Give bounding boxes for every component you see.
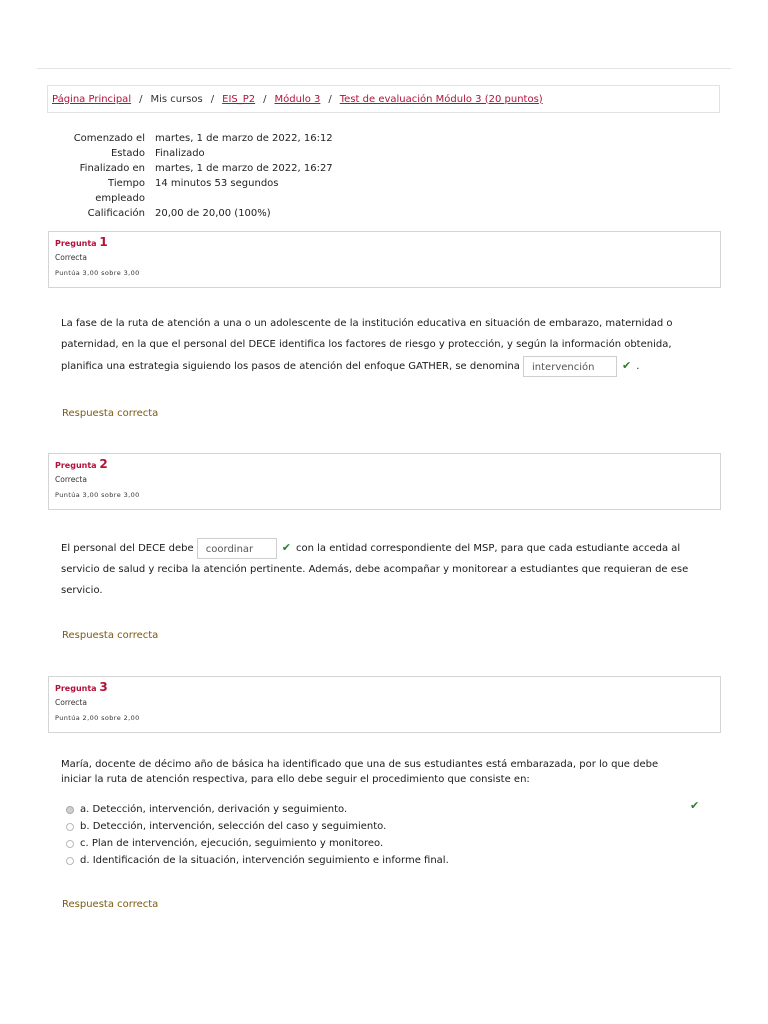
question-info-1 <box>48 231 721 288</box>
summary-label <box>50 176 155 206</box>
summary-finished-row <box>50 161 430 176</box>
summary-time-row <box>50 176 430 206</box>
breadcrumb-module-link[interactable]: Módulo 3 <box>274 93 321 105</box>
breadcrumb-my-courses: Mis cursos <box>150 93 203 105</box>
breadcrumb <box>47 85 720 113</box>
summary-started-row <box>50 131 430 146</box>
summary-label-line: empleado <box>95 193 145 204</box>
summary-label: Calificación <box>87 208 145 219</box>
question-number: 3 <box>99 680 108 694</box>
top-divider <box>37 68 731 69</box>
breadcrumb-separator: / <box>328 93 332 105</box>
option-label: a. Detección, intervención, derivación y seguimiento. <box>80 804 348 815</box>
summary-value: martes, 1 de marzo de 2022, 16:27 <box>155 163 333 174</box>
question-grade: Puntúa 3,00 sobre 3,00 <box>55 491 140 499</box>
radio-button-selected[interactable] <box>66 806 74 814</box>
answer-option-a[interactable] <box>66 801 449 818</box>
question-number: 1 <box>99 235 108 249</box>
option-label: b. Detección, intervención, selección del caso y seguimiento. <box>80 821 387 832</box>
question-title <box>55 235 714 251</box>
breadcrumb-separator: / <box>139 93 143 105</box>
summary-value: Finalizado <box>155 148 205 159</box>
question-text-3 <box>61 757 703 787</box>
summary-grade-row <box>50 206 430 221</box>
correct-check-icon: ✔ <box>281 541 291 554</box>
question-text-line: paternidad, en la que el personal del DECE identifica los factores de riesgo y protección, y según la información obtenida, <box>61 339 672 350</box>
question-label: Pregunta <box>55 684 97 693</box>
question-grade: Puntúa 3,00 sobre 3,00 <box>55 269 140 277</box>
question-text-fragment: planifica una estrategia siguiendo los pasos de atención del enfoque GATHER, se denomina <box>61 361 520 372</box>
summary-label: Finalizado en <box>79 163 145 174</box>
attempt-summary <box>50 131 430 221</box>
correct-check-icon: ✔ <box>622 359 632 372</box>
question-state: Correcta <box>55 698 87 707</box>
question-text-fragment: . <box>636 361 640 372</box>
breadcrumb-separator: / <box>210 93 215 105</box>
summary-label: Comenzado el <box>73 133 145 144</box>
question-text-line: servicio de salud y reciba la atención pertinente. Además, debe acompañar y monitorear a estudiantes que requieran de ese <box>61 564 689 575</box>
breadcrumb-quiz-link[interactable]: Test de evaluación Módulo 3 (20 puntos) <box>339 93 543 105</box>
radio-button[interactable] <box>66 840 74 848</box>
answer-field[interactable]: intervención <box>523 356 617 377</box>
breadcrumb-home-link[interactable]: Página Principal <box>52 93 132 105</box>
summary-label-line: Tiempo <box>108 178 145 189</box>
question-text-line <box>61 537 703 559</box>
question-info-2 <box>48 453 721 510</box>
question-text-fragment: con la entidad correspondiente del MSP, para que cada estudiante acceda al <box>296 543 681 554</box>
answer-option-c[interactable] <box>66 835 449 852</box>
answer-options <box>66 801 449 869</box>
question-text-1 <box>61 313 703 377</box>
summary-state-row <box>50 146 430 161</box>
option-label: d. Identificación de la situación, intervención seguimiento e informe final. <box>80 855 449 866</box>
radio-button[interactable] <box>66 823 74 831</box>
question-text-line <box>61 355 703 377</box>
radio-button[interactable] <box>66 857 74 865</box>
summary-value: martes, 1 de marzo de 2022, 16:12 <box>155 133 333 144</box>
question-text-line: iniciar la ruta de atención respectiva, para ello debe seguir el procedimiento que consiste en: <box>61 774 530 785</box>
question-state: Correcta <box>55 253 87 262</box>
answer-field[interactable]: coordinar <box>197 538 277 559</box>
answer-option-b[interactable] <box>66 818 449 835</box>
question-label: Pregunta <box>55 239 97 248</box>
question-label: Pregunta <box>55 461 97 470</box>
breadcrumb-course-link[interactable]: EIS_P2 <box>222 93 256 105</box>
question-grade: Puntúa 2,00 sobre 2,00 <box>55 714 140 722</box>
question-feedback: Respuesta correcta <box>62 630 159 641</box>
question-feedback: Respuesta correcta <box>62 899 159 910</box>
summary-value: 14 minutos 53 segundos <box>155 178 279 189</box>
question-text-line: María, docente de décimo año de básica ha identificado que una de sus estudiantes está embarazada, por lo que debe <box>61 759 659 770</box>
question-text-line: servicio. <box>61 585 103 596</box>
breadcrumb-separator: / <box>263 93 267 105</box>
correct-check-icon: ✔ <box>690 799 700 812</box>
question-feedback: Respuesta correcta <box>62 408 159 419</box>
summary-label: Estado <box>110 148 145 159</box>
option-label: c. Plan de intervención, ejecución, seguimiento y monitoreo. <box>80 838 384 849</box>
question-info-3 <box>48 676 721 733</box>
answer-option-d[interactable] <box>66 852 449 869</box>
question-text-line: La fase de la ruta de atención a una o un adolescente de la institución educativa en situación de embarazo, maternidad o <box>61 318 673 329</box>
question-title <box>55 680 714 696</box>
question-text-fragment: El personal del DECE debe <box>61 543 194 554</box>
question-number: 2 <box>99 457 108 471</box>
question-text-2 <box>61 537 703 601</box>
question-title <box>55 457 714 473</box>
summary-value: 20,00 de 20,00 (100%) <box>155 208 271 219</box>
question-state: Correcta <box>55 475 87 484</box>
